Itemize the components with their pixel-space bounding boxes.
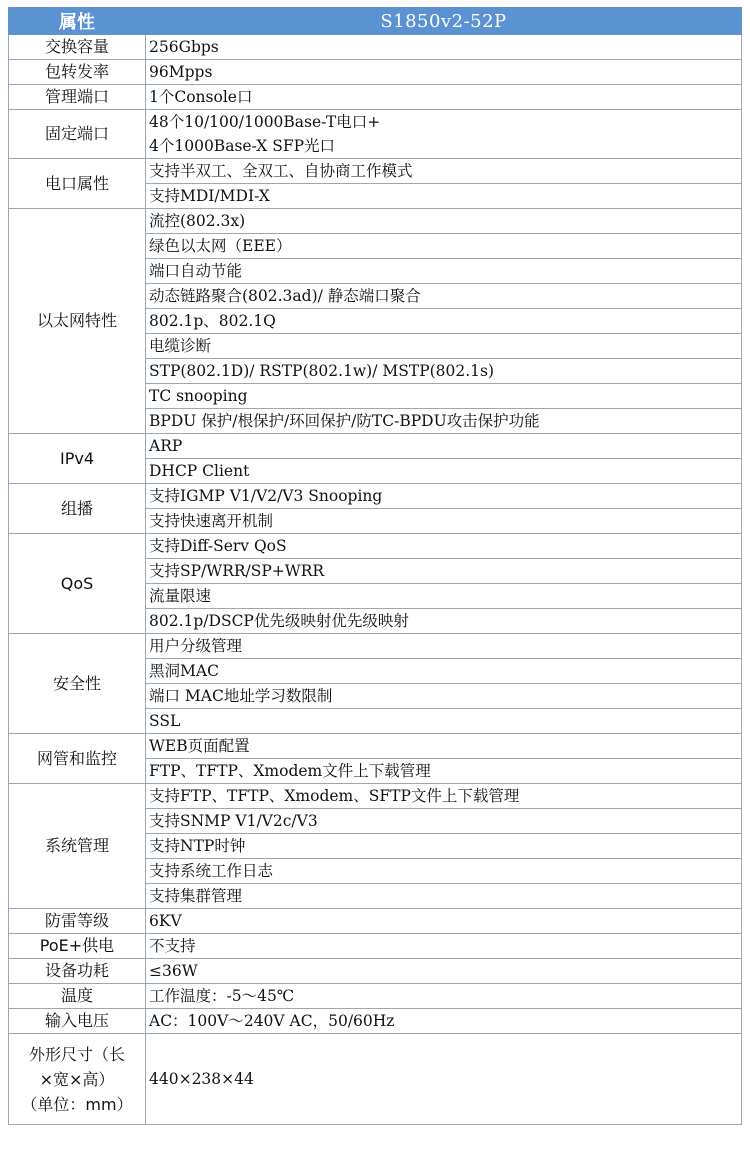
table-row — [9, 484, 742, 509]
table-row — [9, 209, 742, 234]
value-cell: BPDU 保护/根保护/环回保护/防TC-BPDU攻击保护功能 — [146, 409, 742, 434]
value-cell: SSL — [146, 709, 742, 734]
attr-cell: PoE+供电 — [9, 934, 146, 959]
value-cell: 黑洞MAC — [146, 659, 742, 684]
value-cell — [146, 110, 742, 159]
table-row — [9, 784, 742, 809]
attr-cell: 安全性 — [9, 634, 146, 734]
table-header — [9, 8, 742, 35]
value-cell: 端口自动节能 — [146, 259, 742, 284]
attr-line: 外形尺寸（长 — [28, 1044, 125, 1064]
attr-cell: 网管和监控 — [9, 734, 146, 784]
value-line: 4个1000Base-X SFP光口 — [149, 137, 336, 155]
attr-cell: 防雷等级 — [9, 909, 146, 934]
table-row — [9, 434, 742, 459]
value-cell: 工作温度：-5～45℃ — [146, 984, 742, 1009]
value-cell: 不支持 — [146, 934, 742, 959]
attr-cell: IPv4 — [9, 434, 146, 484]
attr-cell: 组播 — [9, 484, 146, 534]
table-row — [9, 934, 742, 959]
attr-cell: 电口属性 — [9, 159, 146, 209]
value-cell: 256Gbps — [146, 35, 742, 60]
value-cell: 802.1p、802.1Q — [146, 309, 742, 334]
attr-cell: 温度 — [9, 984, 146, 1009]
value-cell: 电缆诊断 — [146, 334, 742, 359]
value-cell: 支持集群管理 — [146, 884, 742, 909]
attr-cell: 系统管理 — [9, 784, 146, 909]
value-cell: FTP、TFTP、Xmodem文件上下载管理 — [146, 759, 742, 784]
value-cell: 支持NTP时钟 — [146, 834, 742, 859]
value-cell: 支持Diff-Serv QoS — [146, 534, 742, 559]
spec-table — [8, 7, 742, 1125]
value-cell: 支持SNMP V1/V2c/V3 — [146, 809, 742, 834]
table-row — [9, 110, 742, 159]
value-cell: AC：100V～240V AC，50/60Hz — [146, 1009, 742, 1034]
value-cell: 支持系统工作日志 — [146, 859, 742, 884]
value-cell: ≤36W — [146, 959, 742, 984]
value-cell: 动态链路聚合(802.3ad)/ 静态端口聚合 — [146, 284, 742, 309]
value-cell: 支持FTP、TFTP、Xmodem、SFTP文件上下载管理 — [146, 784, 742, 809]
attr-cell: 输入电压 — [9, 1009, 146, 1034]
value-cell: DHCP Client — [146, 459, 742, 484]
header-model: S1850v2-52P — [146, 8, 742, 35]
table-row — [9, 85, 742, 110]
value-cell: TC snooping — [146, 384, 742, 409]
attr-cell: 设备功耗 — [9, 959, 146, 984]
attr-cell: 包转发率 — [9, 60, 146, 85]
attr-cell: 管理端口 — [9, 85, 146, 110]
value-cell: 6KV — [146, 909, 742, 934]
attr-cell: 固定端口 — [9, 110, 146, 159]
attr-cell: 交换容量 — [9, 35, 146, 60]
value-cell: STP(802.1D)/ RSTP(802.1w)/ MSTP(802.1s) — [146, 359, 742, 384]
value-cell: 端口 MAC地址学习数限制 — [146, 684, 742, 709]
value-cell: 绿色以太网（EEE） — [146, 234, 742, 259]
table-row — [9, 1034, 742, 1125]
attr-cell: 以太网特性 — [9, 209, 146, 434]
value-cell: 支持SP/WRR/SP+WRR — [146, 559, 742, 584]
value-cell: 1个Console口 — [146, 85, 742, 110]
value-cell: ARP — [146, 434, 742, 459]
value-cell: 支持IGMP V1/V2/V3 Snooping — [146, 484, 742, 509]
attr-cell: QoS — [9, 534, 146, 634]
attr-line: ×宽×高） — [39, 1069, 115, 1089]
value-cell: 支持半双工、全双工、自协商工作模式 — [146, 159, 742, 184]
value-line: 48个10/100/1000Base-T电口+ — [149, 113, 381, 131]
header-attr-label: 属性 — [9, 8, 146, 35]
value-cell: WEB页面配置 — [146, 734, 742, 759]
table-row — [9, 159, 742, 184]
value-cell: 用户分级管理 — [146, 634, 742, 659]
table-row — [9, 909, 742, 934]
value-cell: 流量限速 — [146, 584, 742, 609]
table-row — [9, 1009, 742, 1034]
table-row — [9, 534, 742, 559]
table-row — [9, 634, 742, 659]
table-row — [9, 959, 742, 984]
value-cell: 802.1p/DSCP优先级映射优先级映射 — [146, 609, 742, 634]
value-cell: 96Mpps — [146, 60, 742, 85]
table-row — [9, 60, 742, 85]
table-row — [9, 734, 742, 759]
value-cell: 440×238×44 — [146, 1034, 742, 1125]
table-row — [9, 984, 742, 1009]
value-cell: 流控(802.3x) — [146, 209, 742, 234]
value-cell: 支持MDI/MDI-X — [146, 184, 742, 209]
value-cell: 支持快速离开机制 — [146, 509, 742, 534]
table-row — [9, 35, 742, 60]
attr-line: （单位：mm） — [21, 1094, 133, 1114]
attr-cell — [9, 1034, 146, 1125]
